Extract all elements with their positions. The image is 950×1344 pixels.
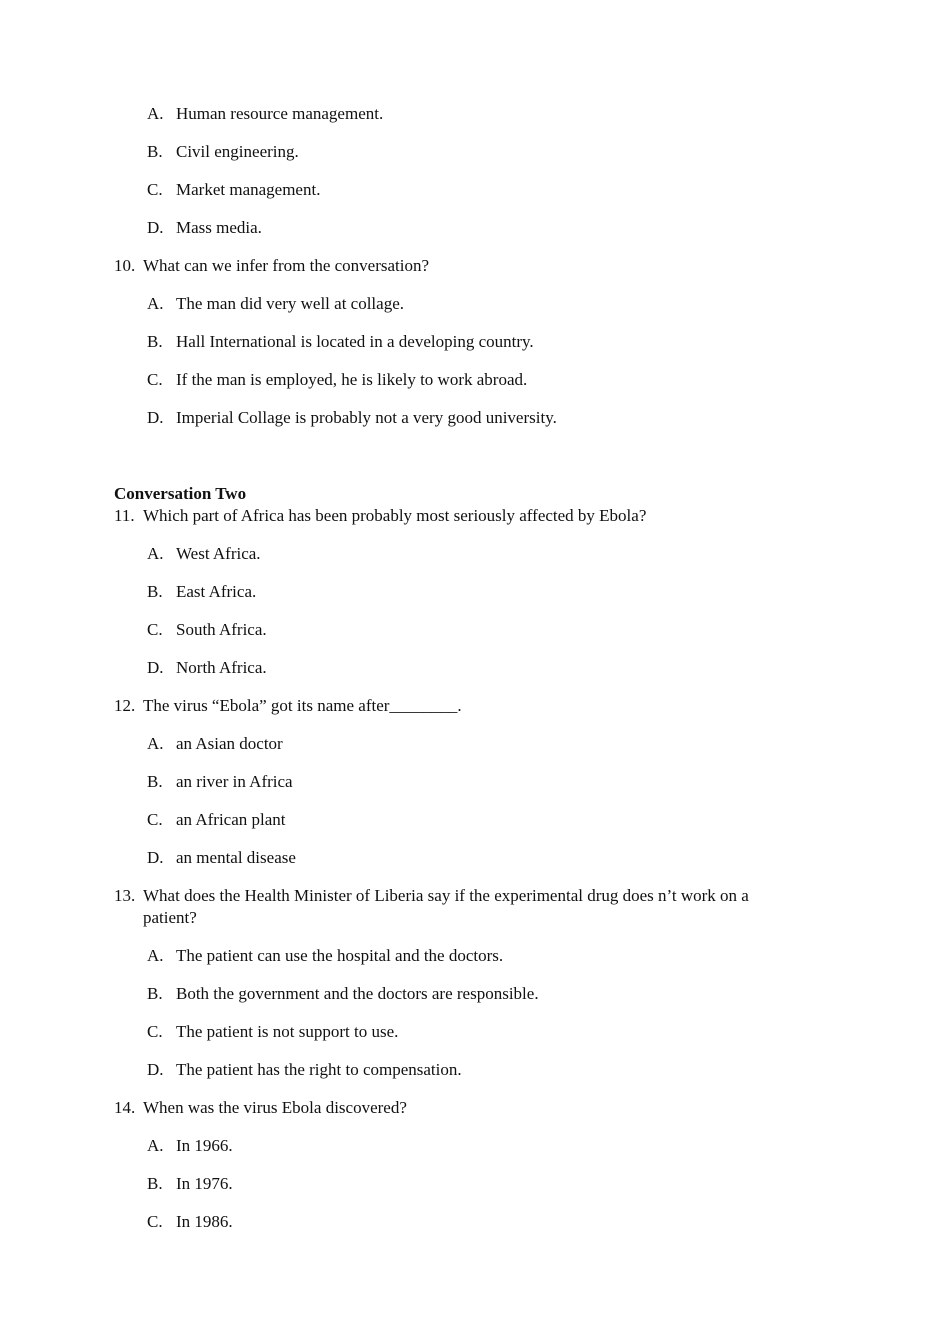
option-letter: A. (147, 946, 164, 965)
option-text: Civil engineering. (176, 142, 299, 161)
option-letter: B. (147, 984, 163, 1003)
option-letter: B. (147, 332, 163, 351)
option-text: In 1976. (176, 1174, 233, 1193)
option-text: In 1966. (176, 1136, 233, 1155)
option-letter: C. (147, 370, 163, 389)
question-text: What can we infer from the conversation? (143, 256, 430, 275)
option-text: The patient can use the hospital and the doctors. (176, 946, 504, 965)
question-number: 10. (114, 256, 136, 275)
option-letter: C. (147, 180, 163, 199)
option-text: an river in Africa (176, 772, 293, 791)
question-text: patient? (143, 908, 197, 927)
option-letter: C. (147, 620, 163, 639)
option-letter: A. (147, 104, 164, 123)
option-text: East Africa. (176, 582, 257, 601)
option-text: West Africa. (176, 544, 261, 563)
option-letter: B. (147, 772, 163, 791)
option-letter: C. (147, 1022, 163, 1041)
question-number: 14. (114, 1098, 136, 1117)
question-text: What does the Health Minister of Liberia say if the experimental drug does n’t work on a (143, 886, 749, 905)
option-text: an African plant (176, 810, 286, 829)
option-letter: D. (147, 848, 164, 867)
option-text: Imperial Collage is probably not a very good university. (176, 408, 557, 427)
option-letter: A. (147, 734, 164, 753)
option-letter: A. (147, 544, 164, 563)
option-text: Human resource management. (176, 104, 384, 123)
question-text: Which part of Africa has been probably most seriously affected by Ebola? (143, 506, 647, 525)
option-text: Hall International is located in a developing country. (176, 332, 534, 351)
option-letter: B. (147, 142, 163, 161)
option-text: The patient has the right to compensation. (176, 1060, 462, 1079)
option-letter: C. (147, 1212, 163, 1231)
option-letter: B. (147, 1174, 163, 1193)
option-text: North Africa. (176, 658, 267, 677)
option-text: an mental disease (176, 848, 296, 867)
option-text: Market management. (176, 180, 321, 199)
question-number: 11. (114, 506, 135, 525)
option-text: South Africa. (176, 620, 267, 639)
option-letter: D. (147, 658, 164, 677)
option-text: an Asian doctor (176, 734, 283, 753)
question-number: 12. (114, 696, 136, 715)
option-letter: A. (147, 294, 164, 313)
option-text: If the man is employed, he is likely to work abroad. (176, 370, 528, 389)
option-text: In 1986. (176, 1212, 233, 1231)
section-heading: Conversation Two (114, 484, 247, 503)
option-text: Mass media. (176, 218, 262, 237)
option-letter: D. (147, 408, 164, 427)
option-text: The patient is not support to use. (176, 1022, 399, 1041)
option-letter: D. (147, 218, 164, 237)
option-text: The man did very well at collage. (176, 294, 404, 313)
option-letter: A. (147, 1136, 164, 1155)
question-text: The virus “Ebola” got its name after________. (143, 696, 462, 715)
question-text: When was the virus Ebola discovered? (143, 1098, 407, 1117)
question-number: 13. (114, 886, 136, 905)
option-text: Both the government and the doctors are responsible. (176, 984, 539, 1003)
option-letter: C. (147, 810, 163, 829)
option-letter: D. (147, 1060, 164, 1079)
option-letter: B. (147, 582, 163, 601)
